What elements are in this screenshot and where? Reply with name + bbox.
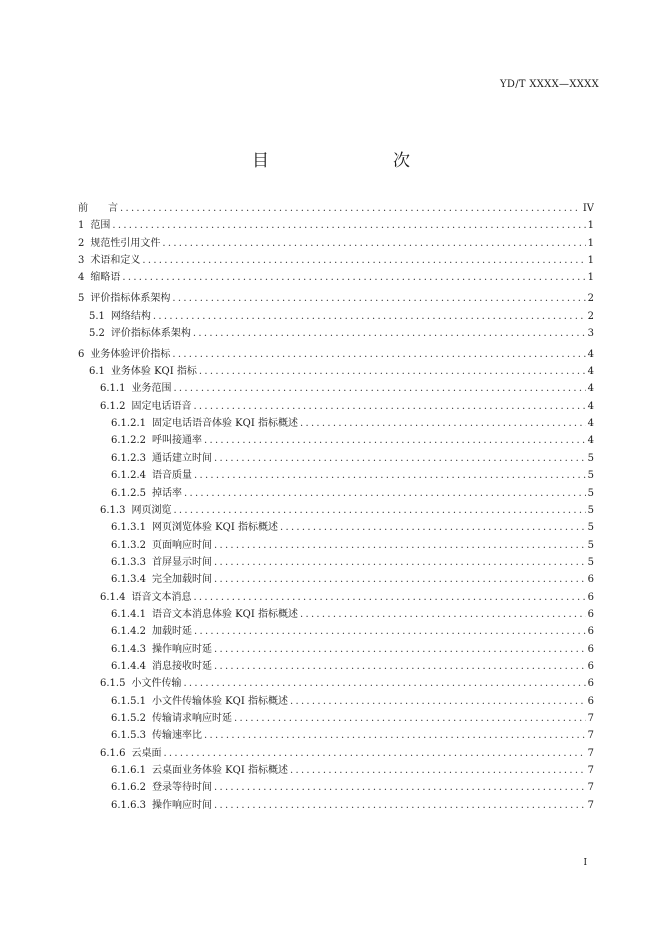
toc-entry-page: 4 bbox=[587, 348, 594, 360]
toc-leader-dots bbox=[204, 727, 586, 744]
toc-entry-page: 6 bbox=[587, 678, 594, 690]
toc-entry-number: 6.1.6.1 bbox=[111, 765, 146, 776]
toc-leader-dots bbox=[173, 502, 585, 519]
toc-entry-label: 消息接收时延 bbox=[152, 660, 212, 672]
toc-entry-label: 传输速率比 bbox=[152, 730, 202, 742]
toc-leader-dots bbox=[162, 235, 585, 252]
toc-leader-dots bbox=[300, 606, 586, 623]
toc-entry-page: 5 bbox=[587, 470, 594, 482]
toc-entry[interactable] bbox=[78, 325, 594, 342]
toc-entry-page: 4 bbox=[587, 418, 594, 430]
toc-entry-label: 通话建立时间 bbox=[152, 452, 212, 464]
toc-entry-label: 网络结构 bbox=[110, 310, 151, 322]
toc-leader-dots bbox=[142, 252, 585, 269]
toc-leader-dots bbox=[214, 779, 586, 796]
toc-leader-dots bbox=[199, 363, 586, 380]
toc-leader-dots bbox=[153, 308, 586, 325]
toc-entry[interactable] bbox=[78, 450, 594, 467]
toc-entry-number: 6.1.6.2 bbox=[111, 782, 146, 794]
toc-entry-number: 6.1.3.1 bbox=[111, 522, 146, 534]
toc-entry-page: 7 bbox=[587, 799, 594, 811]
toc-entry-number: 6.1.2.3 bbox=[111, 452, 146, 464]
toc-leader-dots bbox=[163, 745, 585, 762]
toc-entry-page: 2 bbox=[587, 310, 594, 322]
toc-entry-label: 业务体验 KQI 指标 bbox=[110, 366, 197, 378]
toc-entry-page: 6 bbox=[587, 626, 594, 638]
toc-entry[interactable] bbox=[78, 467, 594, 484]
toc-entry[interactable] bbox=[78, 363, 594, 380]
toc-entry[interactable] bbox=[78, 641, 594, 658]
toc-entry[interactable] bbox=[78, 485, 594, 502]
toc-entry-label: 缩略语 bbox=[90, 272, 121, 284]
toc-leader-dots bbox=[120, 200, 581, 217]
toc-entry-page: 5 bbox=[587, 539, 594, 551]
toc-entry-number: 6.1.4.1 bbox=[111, 608, 146, 620]
toc-entry-label: 语音质量 bbox=[152, 470, 192, 482]
toc-entry-page: 5 bbox=[587, 504, 594, 516]
toc-entry-page: 5 bbox=[587, 487, 594, 499]
toc-entry-label: 云桌面业务体验 KQI 指标概述 bbox=[152, 765, 288, 776]
toc-leader-dots bbox=[194, 467, 586, 484]
toc-entry-label: 掉话率 bbox=[152, 487, 182, 499]
toc-entry[interactable] bbox=[78, 308, 594, 325]
toc-entry[interactable] bbox=[78, 554, 594, 571]
toc-entry-number: 5.2 bbox=[89, 327, 105, 339]
toc-entry-page: 6 bbox=[587, 660, 594, 672]
toc-entry-number: 5 bbox=[78, 293, 85, 305]
toc-entry[interactable] bbox=[78, 415, 594, 432]
toc-entry-number: 6.1.4.3 bbox=[111, 643, 146, 655]
toc-entry-number: 6.1.3 bbox=[100, 504, 126, 516]
toc-leader-dots bbox=[193, 398, 585, 415]
toc-entry[interactable] bbox=[78, 502, 594, 519]
toc-entry[interactable] bbox=[78, 779, 594, 796]
toc-entry[interactable] bbox=[78, 380, 594, 397]
toc-entry[interactable] bbox=[78, 797, 594, 814]
toc-entry-label: 首屏显示时间 bbox=[152, 556, 212, 568]
toc-entry-number: 6.1.2 bbox=[100, 400, 126, 412]
toc-entry-page: 6 bbox=[587, 591, 594, 603]
toc-entry-page: IV bbox=[582, 203, 594, 214]
toc-entry-label: 评价指标体系架构 bbox=[90, 293, 171, 305]
toc-entry[interactable] bbox=[78, 217, 594, 234]
toc-entry-label: 规范性引用文件 bbox=[90, 237, 161, 249]
toc-entry-label: 操作响应时延 bbox=[152, 643, 212, 655]
toc-leader-dots bbox=[214, 554, 586, 571]
toc-entry-label: 语音文本消息 bbox=[131, 591, 192, 603]
toc-entry-label: 固定电话语音 bbox=[131, 400, 192, 412]
toc-entry[interactable] bbox=[78, 762, 594, 779]
toc-entry-number: 6.1.3.3 bbox=[111, 556, 146, 568]
toc-entry[interactable] bbox=[78, 623, 594, 640]
toc-entry[interactable] bbox=[78, 727, 594, 744]
toc-entry-page: 2 bbox=[587, 293, 594, 305]
toc-entry-number: 6.1.6.3 bbox=[111, 799, 146, 811]
toc-entry[interactable] bbox=[78, 693, 594, 710]
toc-leader-dots bbox=[172, 290, 585, 307]
toc-leader-dots bbox=[173, 380, 585, 397]
toc-leader-dots bbox=[112, 217, 585, 234]
toc-entry[interactable] bbox=[78, 269, 594, 286]
toc-entry-page: 6 bbox=[587, 695, 594, 707]
toc-entry-label: 固定电话语音体验 KQI 指标概述 bbox=[152, 418, 298, 430]
toc-entry[interactable] bbox=[78, 200, 594, 217]
toc-entry[interactable] bbox=[78, 571, 594, 588]
toc-leader-dots bbox=[214, 641, 586, 658]
toc-entry[interactable] bbox=[78, 235, 594, 252]
toc-entry-number: 6.1.5.1 bbox=[111, 695, 146, 707]
toc-leader-dots bbox=[214, 537, 586, 554]
toc-entry-number: 6.1.4 bbox=[100, 591, 126, 603]
toc-entry-page: 1 bbox=[587, 220, 594, 232]
page-title: 目 次 bbox=[252, 151, 440, 171]
toc-entry-page: 1 bbox=[587, 272, 594, 284]
toc-entry[interactable] bbox=[78, 589, 594, 606]
toc-entry-page: 4 bbox=[587, 366, 594, 378]
toc-entry-number: 6.1.4.4 bbox=[111, 660, 146, 672]
toc-entry-page: 4 bbox=[587, 383, 594, 395]
toc-leader-dots bbox=[214, 450, 586, 467]
toc-entry-number: 6.1.1 bbox=[100, 383, 126, 395]
toc-entry-page: 7 bbox=[587, 747, 594, 759]
toc-entry-label: 业务体验评价指标 bbox=[90, 348, 171, 360]
toc-entry-label: 网页浏览体验 KQI 指标概述 bbox=[152, 522, 278, 534]
toc-entry-label: 网页浏览 bbox=[131, 504, 172, 516]
toc-entry-label: 小文件传输体验 KQI 指标概述 bbox=[152, 695, 288, 707]
toc-leader-dots bbox=[214, 571, 586, 588]
toc-entry-label: 业务范围 bbox=[131, 383, 172, 395]
table-of-contents bbox=[78, 200, 594, 814]
toc-entry[interactable] bbox=[78, 710, 594, 727]
toc-entry-number: 前 言 bbox=[78, 203, 118, 214]
toc-leader-dots bbox=[122, 269, 585, 286]
toc-entry-number: 6.1.5 bbox=[100, 678, 126, 690]
toc-entry-number: 6.1.3.4 bbox=[111, 574, 146, 586]
toc-entry[interactable] bbox=[78, 398, 594, 415]
toc-entry-number: 6.1.2.4 bbox=[111, 470, 146, 482]
toc-entry-page: 7 bbox=[587, 730, 594, 742]
toc-entry-label: 传输请求响应时延 bbox=[152, 712, 232, 724]
toc-entry-number: 6.1.2.2 bbox=[111, 435, 146, 447]
toc-entry-page: 6 bbox=[587, 574, 594, 586]
toc-entry-number: 4 bbox=[78, 272, 85, 284]
toc-leader-dots bbox=[280, 519, 586, 536]
toc-leader-dots bbox=[214, 797, 586, 814]
toc-entry-number: 6.1 bbox=[89, 366, 105, 378]
toc-entry-page: 7 bbox=[587, 782, 594, 794]
toc-entry-label: 评价指标体系架构 bbox=[110, 327, 191, 339]
toc-leader-dots bbox=[290, 693, 586, 710]
toc-entry-label: 加载时延 bbox=[152, 626, 192, 638]
toc-leader-dots bbox=[193, 325, 586, 342]
toc-entry-label: 呼叫接通率 bbox=[152, 435, 202, 447]
toc-entry-number: 6.1.5.3 bbox=[111, 730, 146, 742]
toc-entry-number: 3 bbox=[78, 255, 85, 267]
toc-entry-label: 云桌面 bbox=[131, 747, 162, 759]
toc-entry-label: 完全加载时间 bbox=[152, 574, 212, 586]
toc-entry-number: 5.1 bbox=[89, 310, 105, 322]
document-code: YD/T XXXX—XXXX bbox=[500, 79, 599, 90]
toc-entry[interactable] bbox=[78, 675, 594, 692]
toc-entry[interactable] bbox=[78, 606, 594, 623]
toc-entry-page: 1 bbox=[587, 237, 594, 249]
toc-entry-page: 5 bbox=[587, 556, 594, 568]
toc-entry-page: 3 bbox=[587, 327, 594, 339]
toc-entry-page: 7 bbox=[587, 765, 594, 776]
toc-leader-dots bbox=[214, 658, 586, 675]
toc-entry-label: 页面响应时间 bbox=[152, 539, 212, 551]
toc-entry-number: 1 bbox=[78, 220, 85, 232]
toc-entry[interactable] bbox=[78, 519, 594, 536]
toc-entry[interactable] bbox=[78, 346, 594, 363]
toc-entry[interactable] bbox=[78, 658, 594, 675]
toc-entry-number: 6.1.2.1 bbox=[111, 418, 146, 430]
toc-entry-page: 6 bbox=[587, 643, 594, 655]
toc-leader-dots bbox=[234, 710, 586, 727]
toc-entry-page: 5 bbox=[587, 522, 594, 534]
toc-leader-dots bbox=[193, 589, 585, 606]
toc-entry-label: 范围 bbox=[90, 220, 111, 232]
toc-leader-dots bbox=[172, 346, 585, 363]
toc-entry-label: 术语和定义 bbox=[90, 255, 141, 267]
toc-leader-dots bbox=[204, 432, 586, 449]
toc-leader-dots bbox=[183, 675, 585, 692]
toc-entry-number: 6.1.4.2 bbox=[111, 626, 146, 638]
toc-entry-number: 6.1.6 bbox=[100, 747, 126, 759]
toc-entry-number: 6.1.2.5 bbox=[111, 487, 146, 499]
toc-leader-dots bbox=[300, 415, 586, 432]
toc-entry-number: 6.1.5.2 bbox=[111, 712, 146, 724]
toc-entry-page: 4 bbox=[587, 400, 594, 412]
toc-entry-label: 操作响应时间 bbox=[152, 799, 212, 811]
toc-entry-page: 4 bbox=[587, 435, 594, 447]
toc-entry-label: 登录等待时间 bbox=[152, 782, 212, 794]
toc-entry[interactable] bbox=[78, 537, 594, 554]
toc-leader-dots bbox=[290, 762, 586, 779]
toc-entry[interactable] bbox=[78, 432, 594, 449]
toc-entry-label: 小文件传输 bbox=[131, 678, 182, 690]
toc-entry[interactable] bbox=[78, 290, 594, 307]
toc-entry[interactable] bbox=[78, 745, 594, 762]
toc-entry-page: 7 bbox=[587, 712, 594, 724]
toc-leader-dots bbox=[194, 623, 586, 640]
toc-entry-page: 5 bbox=[587, 452, 594, 464]
toc-entry-number: 6 bbox=[78, 348, 85, 360]
toc-entry-number: 2 bbox=[78, 237, 85, 249]
page-number: I bbox=[583, 858, 587, 868]
toc-entry-number: 6.1.3.2 bbox=[111, 539, 146, 551]
toc-entry-page: 1 bbox=[587, 255, 594, 267]
toc-entry-label: 语音文本消息体验 KQI 指标概述 bbox=[152, 608, 298, 620]
toc-leader-dots bbox=[184, 485, 586, 502]
toc-entry-page: 6 bbox=[587, 608, 594, 620]
toc-entry[interactable] bbox=[78, 252, 594, 269]
